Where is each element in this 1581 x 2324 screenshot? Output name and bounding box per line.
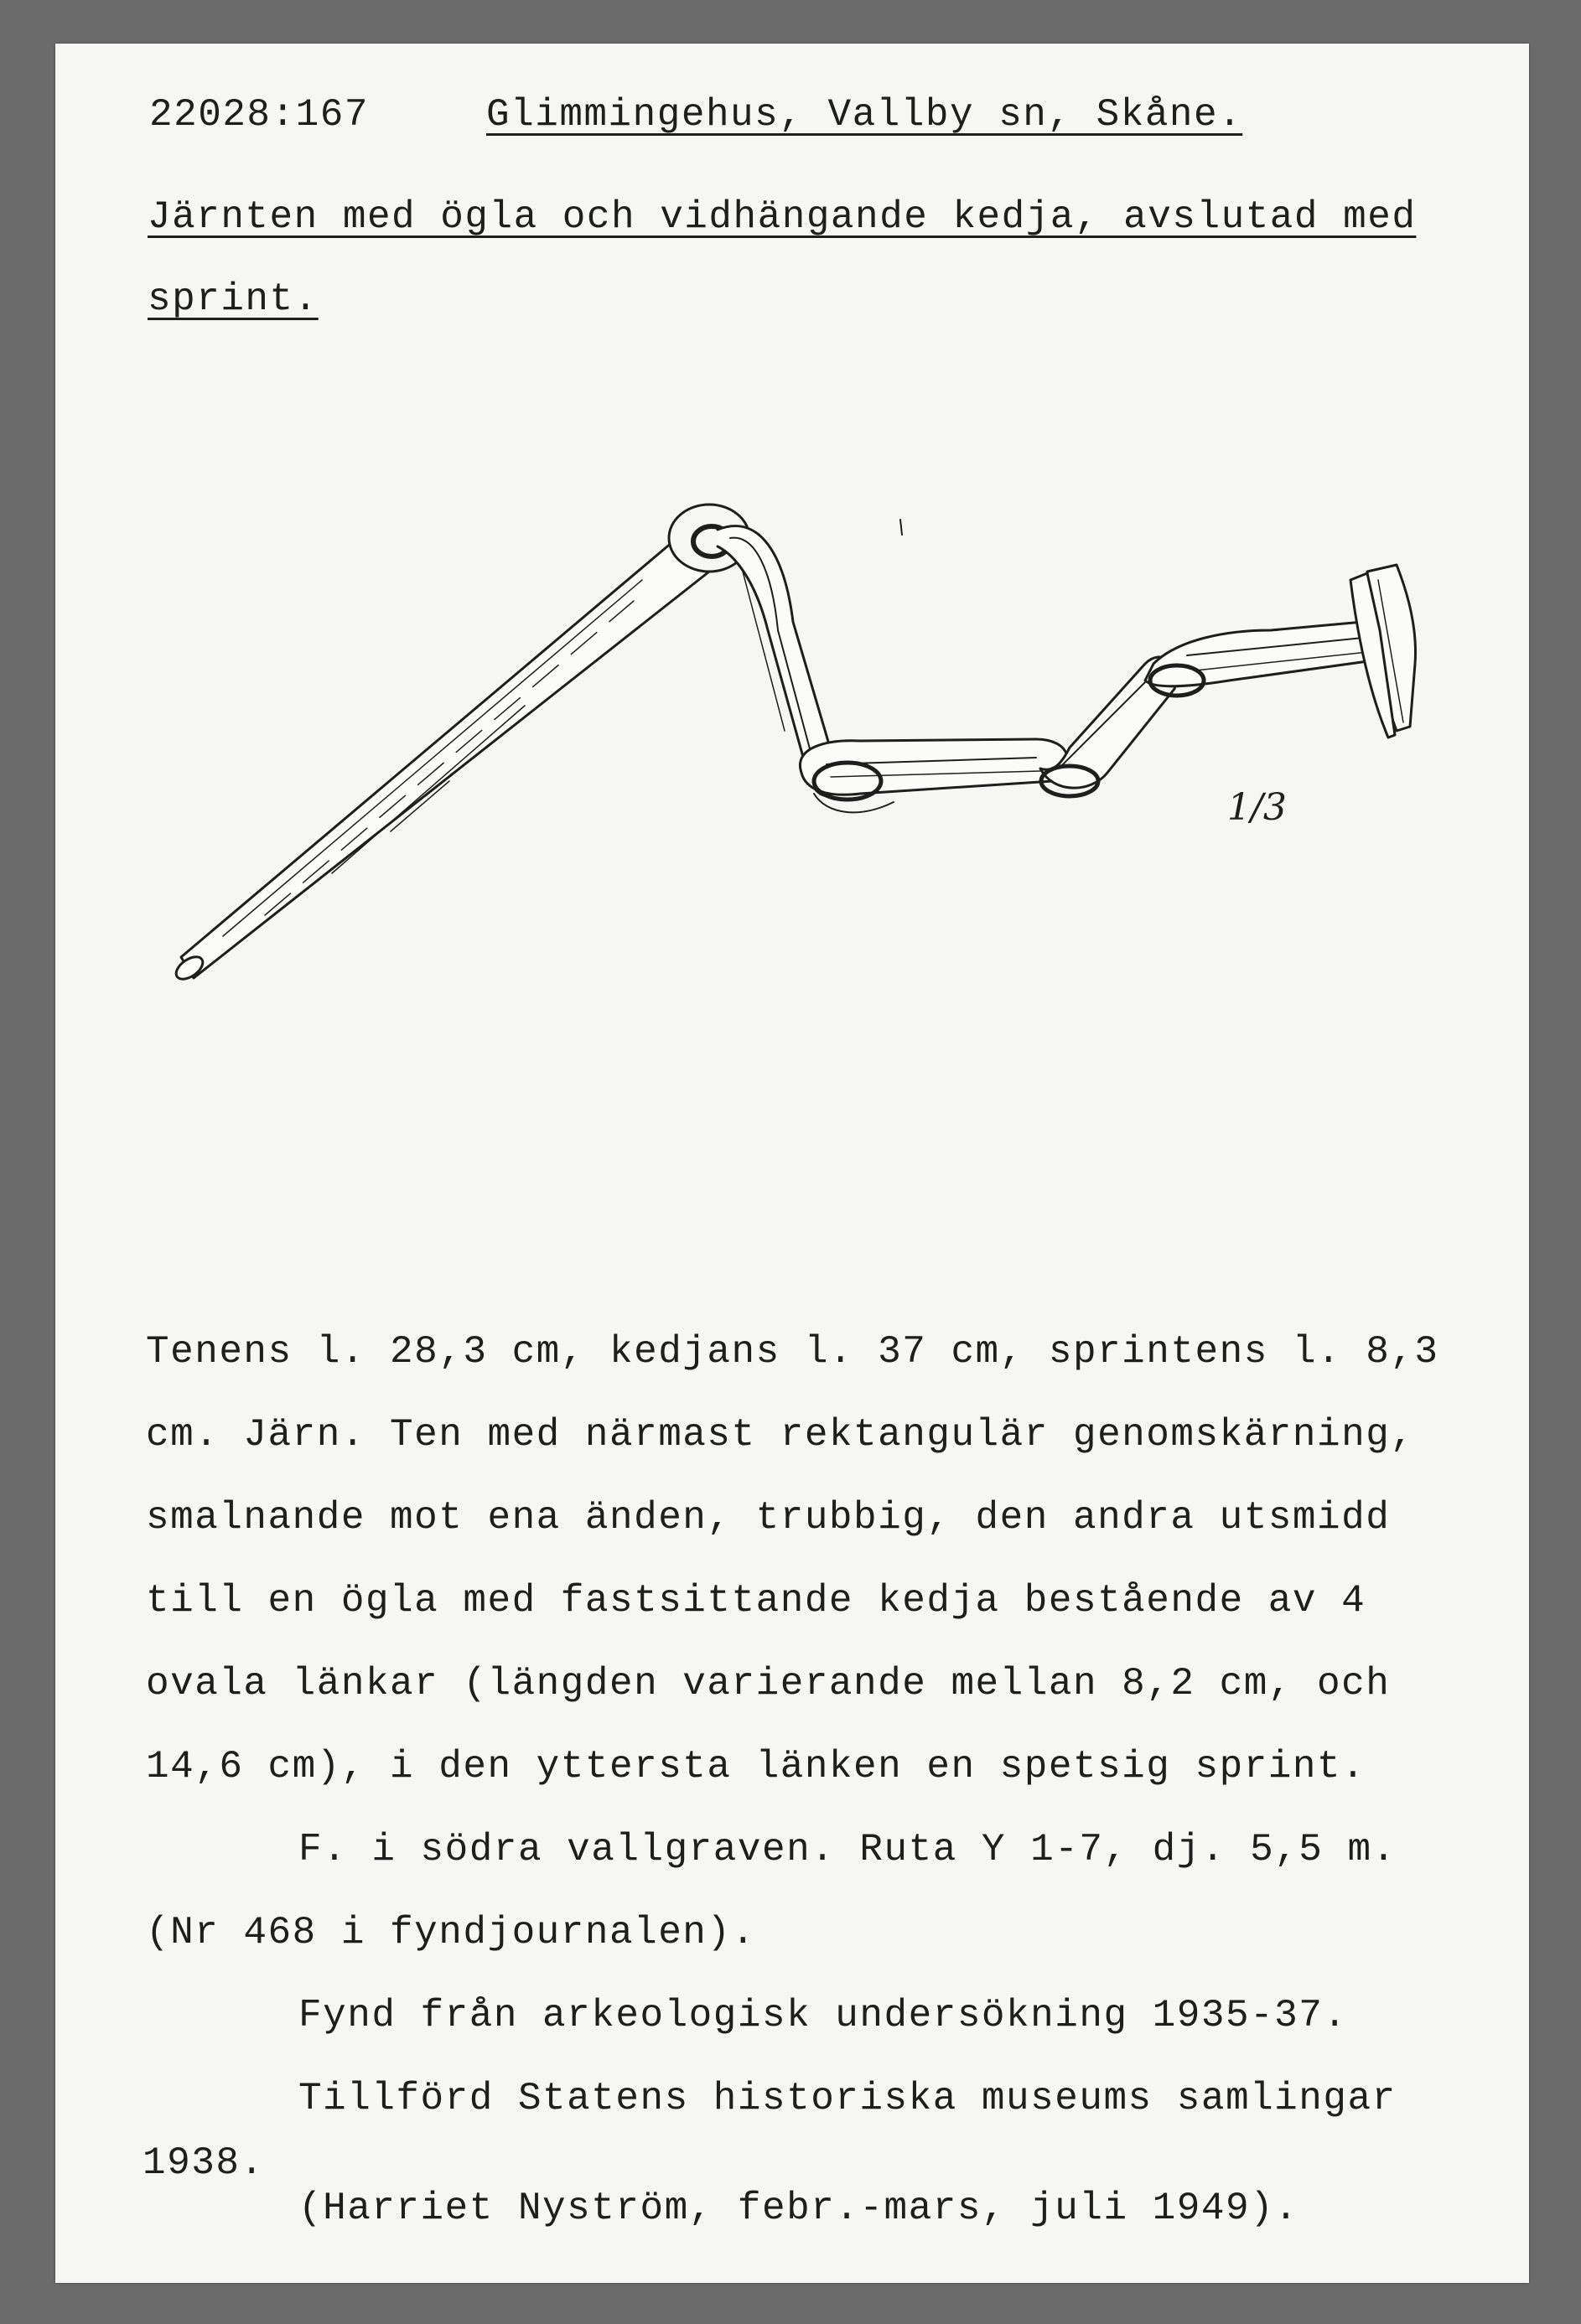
object-drawing: [55, 44, 1529, 1049]
find-place: F. i södra vallgraven. Ruta Y 1-7, dj. 5,5 m.: [298, 1828, 1397, 1871]
accession-note: Tillförd Statens historiska museums samlingar: [298, 2077, 1397, 2120]
description-line-6: 14,6 cm), i den yttersta länken en spetsig sprint.: [146, 1745, 1366, 1788]
excavation-note: Fynd från arkeologisk undersökning 1935-37.: [298, 1994, 1348, 2037]
author-note: (Harriet Nyström, febr.-mars, juli 1949).: [298, 2187, 1299, 2230]
description-line-3: smalnande mot ena änden, trubbig, den andra utsmidd: [146, 1496, 1391, 1540]
catalog-card: [55, 44, 1529, 2283]
description-line-5: ovala länkar (längden varierande mellan 8,2 cm, och: [146, 1662, 1391, 1705]
description-line-1: Tenens l. 28,3 cm, kedjans l. 37 cm, sprintens l. 8,3: [146, 1330, 1439, 1374]
journal-reference: (Nr 468 i fyndjournalen).: [146, 1911, 756, 1954]
object-title-line-1: Järnten med ögla och vidhängande kedja, avslutad med: [148, 195, 1417, 239]
accession-year: 1938.: [143, 2141, 265, 2185]
description-line-2: cm. Järn. Ten med närmast rektangulär genomskärning,: [146, 1413, 1415, 1457]
scale-label: 1/3: [1227, 786, 1287, 829]
description-line-4: till en ögla med fastsittande kedja bestående av 4: [146, 1579, 1366, 1623]
object-title-line-2: sprint.: [148, 277, 319, 321]
find-location: Glimmingehus, Vallby sn, Skåne.: [486, 93, 1243, 137]
catalog-number: 22028:167: [149, 93, 369, 137]
